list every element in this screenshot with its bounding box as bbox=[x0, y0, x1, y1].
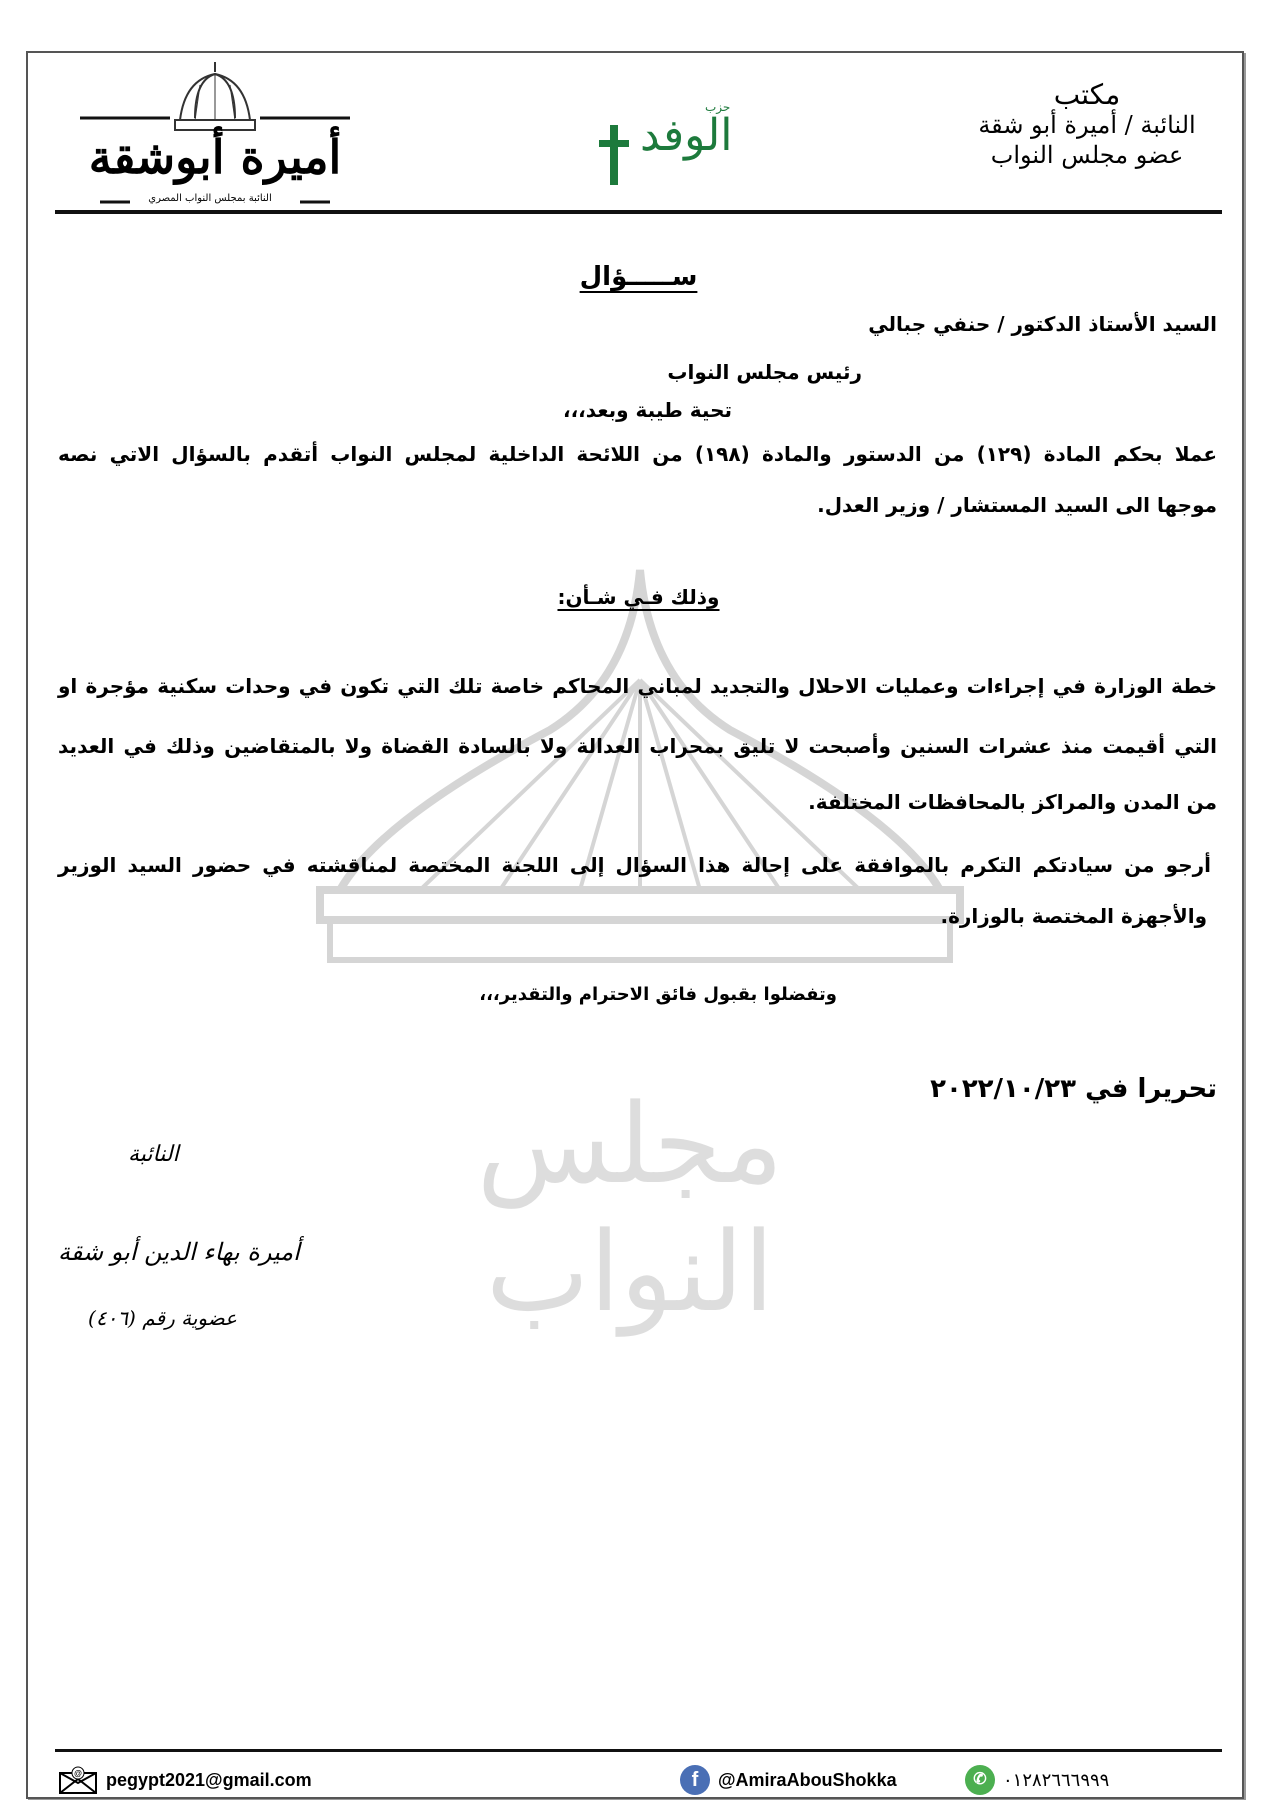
brand-name-logo: أميرة أبوشقة bbox=[88, 130, 342, 184]
addressee: السيد الأستاذ الدكتور / حنفي جبالي bbox=[868, 312, 1217, 336]
footer-phone[interactable] bbox=[965, 1765, 1109, 1795]
office-title: مكتب bbox=[1053, 78, 1121, 111]
addressee-role: رئيس مجلس النواب bbox=[667, 360, 862, 384]
signature-name: أميرة بهاء الدين أبو شقة bbox=[58, 1238, 300, 1266]
party-label: حزب bbox=[705, 100, 731, 114]
intro-line-1: عملا بحكم المادة (١٢٩) من الدستور والمادة (١٩٨) من اللائحة الداخلية لمجلس النواب أتقدم بالسؤال الاتي نصه bbox=[58, 442, 1217, 466]
watermark-text: مجلس النواب bbox=[476, 1080, 784, 1336]
whatsapp-icon: ✆ bbox=[965, 1765, 995, 1795]
office-heading bbox=[957, 80, 1217, 170]
header-divider bbox=[55, 210, 1222, 214]
office-line1: النائبة / أميرة أبو شقة bbox=[978, 111, 1196, 139]
body-line-2: التي أقيمت منذ عشرات السنين وأصبحت لا تليق بمحراب العدالة ولا بالسادة القضاة ولا بالمتقاضين وذلك في العديد bbox=[58, 734, 1217, 758]
footer-divider bbox=[55, 1749, 1222, 1752]
footer-facebook[interactable] bbox=[680, 1765, 897, 1795]
party-name: الوفد bbox=[640, 110, 733, 161]
membership-number: عضوية رقم (٤٠٦) bbox=[88, 1306, 237, 1330]
closing: وتفضلوا بقبول فائق الاحترام والتقدير،،، bbox=[479, 984, 837, 1005]
date: تحريرا في ٢٠٢٢/١٠/٢٣ bbox=[930, 1074, 1217, 1104]
footer-email[interactable] bbox=[58, 1765, 312, 1795]
letter-title: ســـــؤال bbox=[579, 262, 698, 292]
greeting: تحية طيبة وبعد،،، bbox=[562, 398, 732, 422]
facebook-handle: @AmiraAbouShokka bbox=[718, 1769, 897, 1790]
signature-title: النائبة bbox=[128, 1142, 179, 1167]
brand-subtitle: النائبة بمجلس النواب المصري bbox=[148, 193, 272, 204]
svg-text:@: @ bbox=[74, 1769, 82, 1778]
body-line-3: من المدن والمراكز بالمحافظات المختلفة. bbox=[808, 790, 1217, 814]
email-text: pegypt2021@gmail.com bbox=[106, 1769, 312, 1790]
phone-number: ٠١٢٨٢٦٦٦٩٩٩ bbox=[1003, 1769, 1110, 1791]
body-line-1: خطة الوزارة في إجراءات وعمليات الاحلال والتجديد لمباني المحاكم خاصة تلك التي تكون في وحدات سكنية مؤجرة او bbox=[58, 674, 1217, 698]
subject-heading: وذلك فـي شـأن: bbox=[557, 585, 720, 609]
facebook-icon: f bbox=[680, 1765, 710, 1795]
intro-line-2: موجها الى السيد المستشار / وزير العدل. bbox=[817, 493, 1217, 517]
request-line-1: أرجو من سيادتكم التكرم بالموافقة على إحالة هذا السؤال إلى اللجنة المختصة لمناقشته في حضور السيد الوزير bbox=[58, 853, 1211, 877]
office-line2: عضو مجلس النواب bbox=[990, 141, 1184, 169]
request-line-2: والأجهزة المختصة بالوزارة. bbox=[940, 904, 1207, 928]
envelope-icon bbox=[58, 1765, 98, 1795]
